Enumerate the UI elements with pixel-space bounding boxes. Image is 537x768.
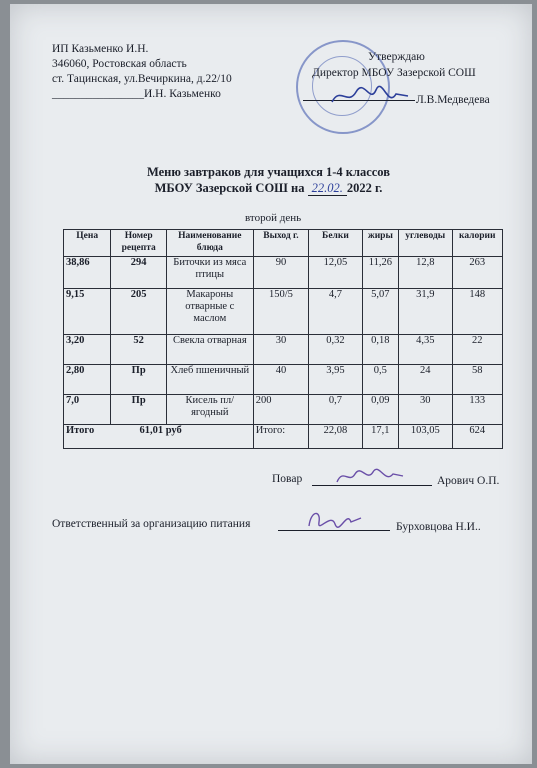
cook-label: Повар xyxy=(272,473,303,485)
responsible-signature xyxy=(305,506,365,537)
director-name: Л.В.Медведева xyxy=(416,94,490,106)
total-uglevody: 103,05 xyxy=(399,425,452,449)
menu-subtitle: МБОУ Зазерской СОШ на 22.02. 2022 г. xyxy=(154,181,383,195)
table-total-row xyxy=(64,425,503,449)
supplier-signature-line: ________________И.Н. Казьменко xyxy=(52,88,221,100)
total-price: 61,01 руб xyxy=(139,425,182,436)
supplier-street: ст. Тацинская, ул.Вечиркина, д.22/10 xyxy=(52,73,232,85)
table-row: 38,86 294 Биточки из мяса птицы 90 12,05 11,26 12,8 263 xyxy=(64,257,503,289)
responsible-name: Бурховцова Н.И.. xyxy=(396,521,481,533)
menu-title: Меню завтраков для учащихся 1-4 классов xyxy=(146,165,390,179)
header-cell: углеводы xyxy=(399,230,452,257)
header-cell: калории xyxy=(452,230,503,257)
header-cell: Наименование блюда xyxy=(166,230,253,257)
cook-name: Арович О.П. xyxy=(437,475,500,487)
table-row: 7,0 Пр Кисель пл/ягодный 200 0,7 0,09 30 133 xyxy=(64,395,503,425)
header-cell: Белки xyxy=(309,230,362,257)
supplier-name: ИП Казьменко И.Н. xyxy=(52,43,149,55)
table-header-row xyxy=(64,230,503,257)
cook-signature xyxy=(335,466,405,493)
total-belki: 22,08 xyxy=(309,425,362,449)
approval-label: Утверждаю xyxy=(368,51,425,63)
total-label: Итого xyxy=(66,425,95,436)
header-cell: Цена xyxy=(64,230,111,257)
approval-position: Директор МБОУ Зазерской СОШ xyxy=(312,67,476,79)
total-kalorii: 624 xyxy=(452,425,503,449)
header-cell: Номер рецепта xyxy=(111,230,167,257)
director-signature xyxy=(330,82,410,115)
day-label: второй день xyxy=(245,212,302,224)
header-cell: жиры xyxy=(362,230,398,257)
table-row: 3,20 52 Свекла отварная 30 0,32 0,18 4,35 22 xyxy=(64,335,503,365)
total-label-2: Итого: xyxy=(253,425,309,449)
supplier-address: 346060, Ростовская область xyxy=(52,58,187,70)
table-row: 9,15 205 Макароны отварные с маслом 150/5 4,7 5,07 31,9 148 xyxy=(64,289,503,335)
menu-table xyxy=(63,229,503,449)
table-row: 2,80 Пр Хлеб пшеничный 40 3,95 0,5 24 58 xyxy=(64,365,503,395)
responsible-label: Ответственный за организацию питания xyxy=(52,518,251,530)
menu-date: 22.02. xyxy=(308,181,347,196)
total-zhiry: 17,1 xyxy=(362,425,398,449)
header-cell: Выход г. xyxy=(253,230,309,257)
